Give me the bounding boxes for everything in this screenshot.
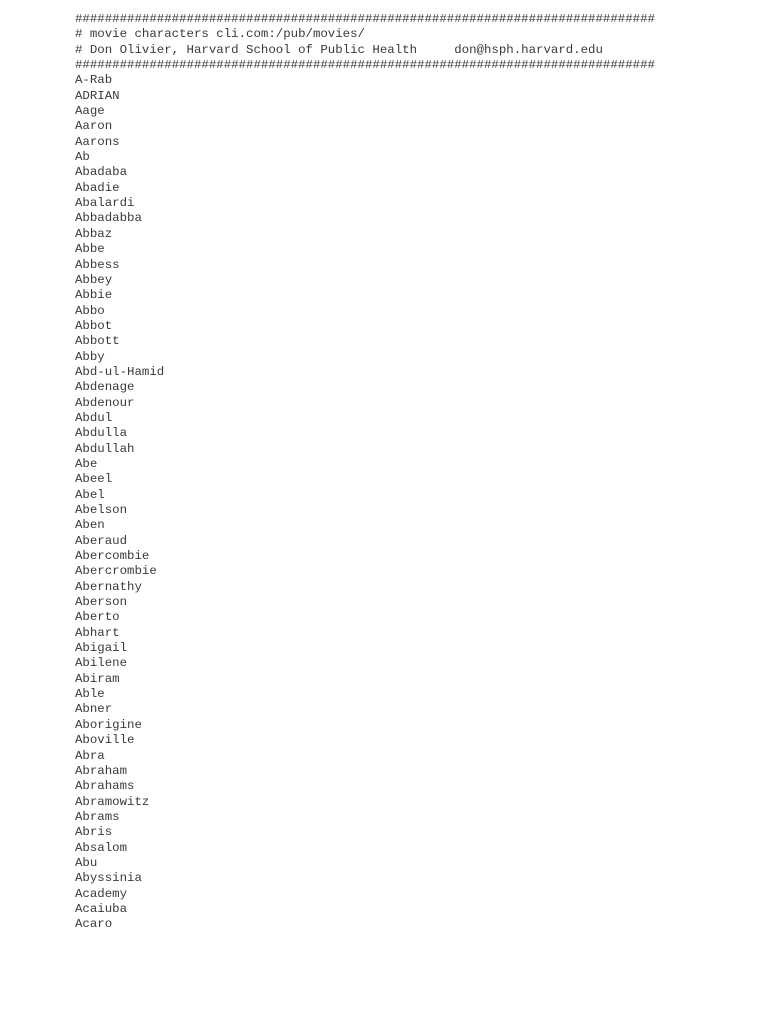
list-item: Abbo	[75, 303, 105, 318]
list-item: Abiram	[75, 671, 120, 686]
list-item: Abraham	[75, 763, 128, 778]
list-item: Abdullah	[75, 441, 135, 456]
list-item: Abbe	[75, 242, 105, 257]
header-title-line: # movie characters cli.com:/pub/movies/	[75, 27, 365, 42]
list-item: Abdenage	[75, 380, 135, 395]
list-item: Abrahams	[75, 779, 135, 794]
header-rule-top: ##############################################################################	[75, 12, 655, 26]
list-item: Aberson	[75, 595, 128, 610]
list-item: Abernathy	[75, 579, 142, 594]
list-item: Abe	[75, 456, 98, 471]
header-rule-bottom: ##############################################################################	[75, 58, 655, 73]
list-item: Abdul	[75, 410, 113, 425]
list-item: Abbott	[75, 334, 120, 349]
list-item: Abrams	[75, 809, 120, 824]
list-item: Abbaz	[75, 226, 113, 241]
list-item: Aarons	[75, 134, 120, 149]
list-item: Abhart	[75, 625, 120, 640]
list-item: Abbot	[75, 318, 113, 333]
list-item: Aboville	[75, 733, 135, 748]
list-item: Aborigine	[75, 717, 142, 732]
list-item: Abbey	[75, 272, 113, 287]
header-author-line: # Don Olivier, Harvard School of Public Health don@hsph.harvard.edu	[75, 42, 603, 57]
list-item: Abadie	[75, 180, 120, 195]
list-item: Abalardi	[75, 196, 135, 211]
list-item: Abramowitz	[75, 794, 150, 809]
list-item: Abyssinia	[75, 871, 142, 886]
list-item: Abbess	[75, 257, 120, 272]
list-item: A-Rab	[75, 73, 113, 88]
list-item: Aage	[75, 104, 105, 119]
list-item: Abris	[75, 825, 113, 840]
list-item: Academy	[75, 886, 128, 901]
list-item: Aberaud	[75, 533, 128, 548]
list-item: Abdulla	[75, 426, 128, 441]
list-item: Absalom	[75, 840, 128, 855]
list-item: Abd-ul-Hamid	[75, 364, 165, 379]
list-item: Acaiuba	[75, 901, 128, 916]
list-item: Abra	[75, 748, 105, 763]
list-item: Abbie	[75, 288, 113, 303]
list-item: Abu	[75, 855, 98, 870]
list-item: Able	[75, 687, 105, 702]
list-item: Aaron	[75, 119, 113, 134]
list-item: Abel	[75, 487, 105, 502]
list-item: Abercombie	[75, 549, 150, 564]
list-item: Abner	[75, 702, 113, 717]
list-item: Abeel	[75, 472, 113, 487]
list-item: Aberto	[75, 610, 120, 625]
document-page	[75, 12, 755, 933]
list-item: Abigail	[75, 641, 128, 656]
list-item: Abbadabba	[75, 211, 142, 226]
list-item: Aben	[75, 518, 105, 533]
list-item: Ab	[75, 150, 90, 165]
list-item: Abadaba	[75, 165, 128, 180]
list-item: Abelson	[75, 503, 128, 517]
list-item: Abilene	[75, 656, 128, 671]
character-name-list	[75, 73, 755, 932]
list-item: Abdenour	[75, 395, 135, 410]
list-item: Abercrombie	[75, 564, 157, 579]
list-item: Acaro	[75, 917, 113, 932]
list-item: ADRIAN	[75, 88, 120, 103]
list-item: Abby	[75, 349, 105, 364]
